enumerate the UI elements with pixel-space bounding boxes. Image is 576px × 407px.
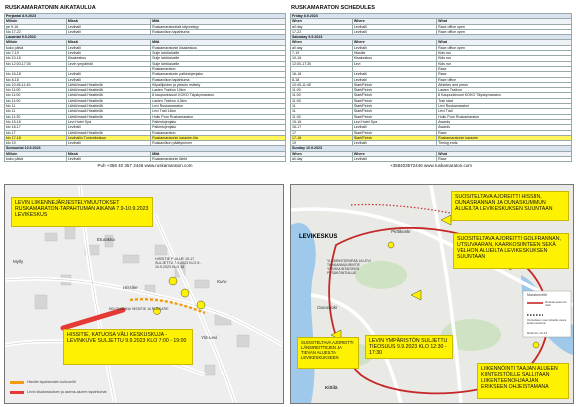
table-cell: What [437, 19, 572, 24]
table-cell: Mitä [151, 151, 286, 156]
table-cell: klo 11:00 [5, 98, 67, 103]
table-cell: Ruskamaratonilaä käynnistyy [151, 24, 286, 29]
map-levi-area [290, 184, 574, 404]
table-cell: Start/Finish [352, 109, 436, 114]
table-cell: Ruskamaratonin kisakeskus [151, 45, 286, 50]
table-cell: Race office [437, 77, 572, 82]
traffic-notice-box: LIIKENNÖINTI TAAJAN ALUEEN KIINTEISTÖILLE SALLITAAN LIIKENTEENOHJAAJAN ERIKSEEN OHJEISTAMANA [477, 363, 569, 399]
table-cell: What [437, 40, 572, 45]
table-cell: 10-16 [291, 56, 353, 61]
table-cell: Levihalli [352, 141, 436, 146]
table-cell: Kisakeskus [66, 56, 150, 61]
table-cell: Missä [66, 151, 150, 156]
table-cell: Where [352, 151, 436, 156]
table-cell: Lasten Trailrun 10km [151, 88, 286, 93]
callout-junction: KELOHONKA/ HISSITIE JA RUSKATIE [109, 307, 169, 311]
table-cell: klo 16-18 [5, 72, 67, 77]
table-cell: klo 8-18 [5, 77, 67, 82]
table-cell: Levi Hotel Spa [66, 119, 150, 124]
table-cell: Kids run [437, 51, 572, 56]
table-cell: Lähtö/maali Hissitiellä [66, 82, 150, 87]
table-cell: Ruskaviikon tapahtuma [151, 29, 286, 34]
table-cell: klo 16-17 [5, 125, 67, 130]
table-cell: Levihalli [66, 29, 150, 34]
table-cell: Perjantai 8.9.2023 [5, 14, 286, 19]
route-closure-box: LEVIN YMPÄRISTÖN SULJETTU TIEOSUUS 9.9.2023 KLO 12:30 - 17:30 [365, 335, 453, 359]
schedule-title: RUSKAMARATON SCHEDULES [291, 5, 376, 11]
table-cell: Kids run [437, 61, 572, 66]
table-cell: Lähtö/maali Hissitiellä [66, 130, 150, 135]
table-cell: klo 11:00 [5, 88, 67, 93]
table-cell: Levihalli [352, 72, 436, 77]
table-cell: Levi Hotel Spa [352, 119, 436, 124]
table-cell: Ruskamaratonin karaoke-ilta [151, 135, 286, 140]
table-cell: Levihalli [66, 51, 150, 56]
table-cell: Lauantai 9.9.2023 [5, 35, 286, 40]
table-cell: 11 [291, 109, 353, 114]
table-cell: What [437, 151, 572, 156]
legend-item-time: Reitti klo 12-13 [527, 331, 548, 335]
table-row [5, 157, 286, 162]
table-cell: Lähtö/maali Hissitiellä [66, 114, 150, 119]
table-cell: Lähtö/maali Hissitiellä [66, 104, 150, 109]
table-cell: When [291, 151, 353, 156]
table-cell: 7-19 [291, 51, 353, 56]
table-cell: Sunday 10.9.2023 [291, 146, 572, 151]
place-label-eturakka: Eturakka [97, 237, 115, 242]
callout-oneway: YLÖSRINTEENPÄÄ JA LEVI TAIVAANMUURINTIE YKSISUUNTAISEKSI PYSÄKÖINTIALUE [327, 259, 371, 275]
table-cell: Start/Finish [352, 135, 436, 140]
table-cell: 16-18 [291, 72, 353, 77]
place-label-levikeskus: LEVIKESKUS [299, 234, 338, 240]
table-cell: Hullu Poro Ruskamaraton [437, 114, 572, 119]
table-cell: 8 kaupunkivuori KOKO Täyskymaraton [151, 93, 286, 98]
table-cell: Ruskamaratonin palkintojenjako [151, 72, 286, 77]
table-cell: klo 7-19 [5, 51, 67, 56]
table-cell: Where [352, 19, 436, 24]
place-label-yla-levi: Ylä-Levi [201, 335, 218, 340]
table-cell: 10:45-11:45 [291, 82, 353, 87]
table-cell: Levi [352, 61, 436, 66]
table-cell: Ruskamaraton [151, 130, 286, 135]
table-cell: Levihalli [66, 72, 150, 77]
table-cell: Race [437, 66, 572, 71]
table-cell: Athletes and press [437, 82, 572, 87]
route-recommendation-north: SUOSITELTAVA AJOREITTI HISSIIN, OUNASRANNAN JA OUNASKUMMUN ALUEILTA LEVIKESKUKSEN SUUNTAAN [451, 191, 569, 221]
table-cell: Friday 8.9.2023 [291, 14, 572, 19]
table-cell: 17 [291, 130, 353, 135]
table-cell: Start/Finish [352, 130, 436, 135]
table-cell: Race [437, 72, 572, 77]
table-cell: Hullu Poro Ruskamaraton [151, 114, 286, 119]
schedule-footer: +358403572446 www.ruskamaraton.com [390, 163, 472, 169]
table-cell: Levihalli [352, 125, 436, 130]
table-cell: Ruskaviikon päättyminen [151, 141, 286, 146]
schedule-finnish [4, 4, 286, 169]
table-cell: klo 12:00-17:30 [5, 61, 67, 66]
table-cell: Start/Finish [352, 114, 436, 119]
table-cell: Start/Finish [352, 88, 436, 93]
table-cell: klo 19 [5, 141, 67, 146]
table-cell: Race office open [437, 24, 572, 29]
table-cell: 15-16 [291, 119, 353, 124]
closure-box: HISSITIE, KATUOSA VÄLI KESKUSKUJA - LEVINKUVE SULJETTU 9.9.2023 KLO 7:00 - 19:00 [63, 329, 193, 365]
table-cell: Where [352, 40, 436, 45]
table-cell: Sunnuntai 10.9.2023 [5, 146, 286, 151]
table-cell: Start/Finish [352, 104, 436, 109]
table-cell: Lähtö/maali Hissitiellä [66, 93, 150, 98]
place-label-pirttikoski: Pirttikoski [391, 229, 411, 234]
table-cell: Levihalli [352, 45, 436, 50]
table-cell: 8-18 [291, 77, 353, 82]
table-cell: Ruskamaratonin karaoke [437, 135, 572, 140]
table-cell: Start/Finish [352, 82, 436, 87]
table-cell: Levihalli [352, 29, 436, 34]
table-cell: koko päivä [5, 45, 67, 50]
table-cell: 8 Kaupunkivuori KOKO Täyskymaraton [437, 93, 572, 98]
table-cell: Saturday 9.9.2023 [291, 35, 572, 40]
table-cell: all day [291, 24, 353, 29]
table-cell: Levihalli [352, 24, 436, 29]
table-cell: Kilpailijoiden ja yleisön esittely [151, 82, 286, 87]
table-cell: Start/Finish [352, 98, 436, 103]
table-cell: Milloin [5, 151, 67, 156]
table-cell: 11:00 [291, 88, 353, 93]
table-cell: klo 10-16 [5, 56, 67, 61]
road-label-hissitie: Hissitie [123, 285, 138, 290]
table-cell: Ruskamaratonin lähtö [151, 157, 286, 162]
table-cell: Race [437, 130, 572, 135]
table-cell: klo 11:30 [5, 114, 67, 119]
table-cell: Missä [66, 40, 150, 45]
table-cell: Missä [66, 19, 150, 24]
callout-parking: HISSITIE P-ALUE 15-17 SULJETTU 7.9.2023 KLO 8 - 10.9.2023 KLO 18 [155, 257, 202, 269]
table-cell: Timing ends [437, 141, 572, 146]
table-cell: Lähtö/maali Hissitiellä [66, 98, 150, 103]
table-cell: Awards [437, 125, 572, 130]
table-cell: Levin ympäristö [66, 61, 150, 66]
table-cell: Start/Finish [352, 93, 436, 98]
schedule-table [290, 13, 572, 162]
table-cell: Lähtö/maali Hissitiellä [66, 88, 150, 93]
table-cell: Palkintojenjako [151, 125, 286, 130]
table-cell: Kids run [437, 56, 572, 61]
table-cell: 11:30 [291, 114, 353, 119]
table-cell: pe 9-16 [5, 24, 67, 29]
table-cell: klo 17-22 [5, 29, 67, 34]
table-row [291, 157, 572, 162]
legend-item-orange: Hissitie tapahtumien kulkureitti [27, 380, 76, 384]
table-cell: Race office open [437, 45, 572, 50]
table-cell: Mitä [151, 19, 286, 24]
table-cell: Awards [437, 119, 572, 124]
table-cell: klo 11:00 [5, 93, 67, 98]
table-cell: Mitä [151, 40, 286, 45]
table-cell: Levihalli [66, 24, 150, 29]
place-label-mylly: Mylly [13, 259, 24, 264]
table-cell: Levihalli [352, 157, 436, 162]
place-label-ounasjoki: Ounasjoki [317, 305, 338, 310]
table-cell: Race [437, 157, 572, 162]
table-cell: Levihalli [66, 45, 150, 50]
schedule-footer: Puh +358 40 357 2446 www.ruskamaraton.com [97, 163, 193, 169]
route-recommendation-west: SUOSITELTAVA AJOREITTI LÄNSIREITTEJEN JA TIEVAN ALUEILTA LEVIKESKUKSEEN [297, 337, 359, 369]
table-cell: klo 11 [5, 104, 67, 109]
table-cell: Levihalli [66, 141, 150, 146]
route-recommendation-east: SUOSITELTAVA AJOREITTI GOLFRANNAN, UTSUVAARAN, KAARKOSIINTEEN SEKÄ VELHON ALUEILTA LEVIKESKUKSEN SUUNTAAN [453, 233, 569, 269]
table-cell: Levi Ruskamaraton [437, 104, 572, 109]
table-cell: 12:00-17:30 [291, 61, 353, 66]
table-cell: all day [291, 45, 353, 50]
table-cell: all day [291, 157, 353, 162]
table-cell: Levihalli [352, 77, 436, 82]
table-cell: Levi Ruskamaraton [151, 104, 286, 109]
schedule-english [290, 4, 572, 169]
table-cell: Ruskaviikon tapahtuma [151, 77, 286, 82]
table-cell: Sulje lahtöaluelle [151, 56, 286, 61]
legend-title: Maratonreitti [527, 293, 547, 297]
table-cell: klo 17 [5, 130, 67, 135]
table-cell: Palkintojenjako [151, 119, 286, 124]
notice-box: LEVIN LIIKENNEJÄRJESTELYMUUTOKSET RUSKAMARATON-TAPAHTUMAN AIKANA 7.9-10.9.2023 LEVIKESKUS [11, 197, 153, 227]
table-cell: klo 15-16 [5, 119, 67, 124]
legend-item-red: Levin kisakeskuksen ja asema-alueen tapahtumat [27, 390, 107, 394]
table-cell: 17-22 [291, 29, 353, 34]
schedule-table [4, 13, 286, 162]
place-label-kittila: Kittilä [325, 385, 338, 390]
schedule-title: RUSKAMARATONIN AIKATAULUA [5, 5, 96, 11]
table-cell: Levi Trail [437, 109, 572, 114]
table-cell: When [291, 40, 353, 45]
table-cell: Trail start [437, 98, 572, 103]
table-cell: klo 17-18 [5, 135, 67, 140]
table-cell: 16-17 [291, 125, 353, 130]
table-cell: klo 11 [5, 109, 67, 114]
table-cell: koko päivä [5, 157, 67, 162]
table-cell: 17-18 [291, 135, 353, 140]
table-cell: Hissitie [352, 51, 436, 56]
table-cell: Race office open [437, 29, 572, 34]
table-cell: Milloin [5, 40, 67, 45]
table-cell: When [291, 19, 353, 24]
table-cell: 11:00 [291, 98, 353, 103]
table-cell: Lähtö/maali Hissitiellä [66, 109, 150, 114]
table-cell: 19 [291, 141, 353, 146]
table-cell: klo 10:45-11:45 [5, 82, 67, 87]
table-cell: Levihalli [66, 125, 150, 130]
table-cell: 11 [291, 104, 353, 109]
table-cell: Ruskamaraton [151, 66, 286, 71]
table-cell: Lasten Trailrun [437, 88, 572, 93]
table-cell: Lasten Trailrun 4,5km [151, 98, 286, 103]
table-cell: Levihallin Tunturikeskus [66, 135, 150, 140]
table-cell: Sulje lahtöaluelle [151, 51, 286, 56]
legend-item-dots: Ouheiltaan suunnitteilla oleva kulkumerkintä [527, 318, 567, 326]
table-cell: Levi Trail 14km [151, 109, 286, 114]
table-cell: Milloin [5, 19, 67, 24]
place-label-kuru: Kuru [217, 279, 227, 284]
table-cell: Kisakeskus [352, 56, 436, 61]
table-cell: 11:00 [291, 93, 353, 98]
map-levikeskus [4, 184, 284, 404]
table-cell: Levihalli [66, 77, 150, 82]
legend-item-route: Ruskamaratonin reitti [545, 300, 567, 308]
table-cell: Sulje lahtöaluelle [151, 61, 286, 66]
table-cell: Levihalli [66, 157, 150, 162]
